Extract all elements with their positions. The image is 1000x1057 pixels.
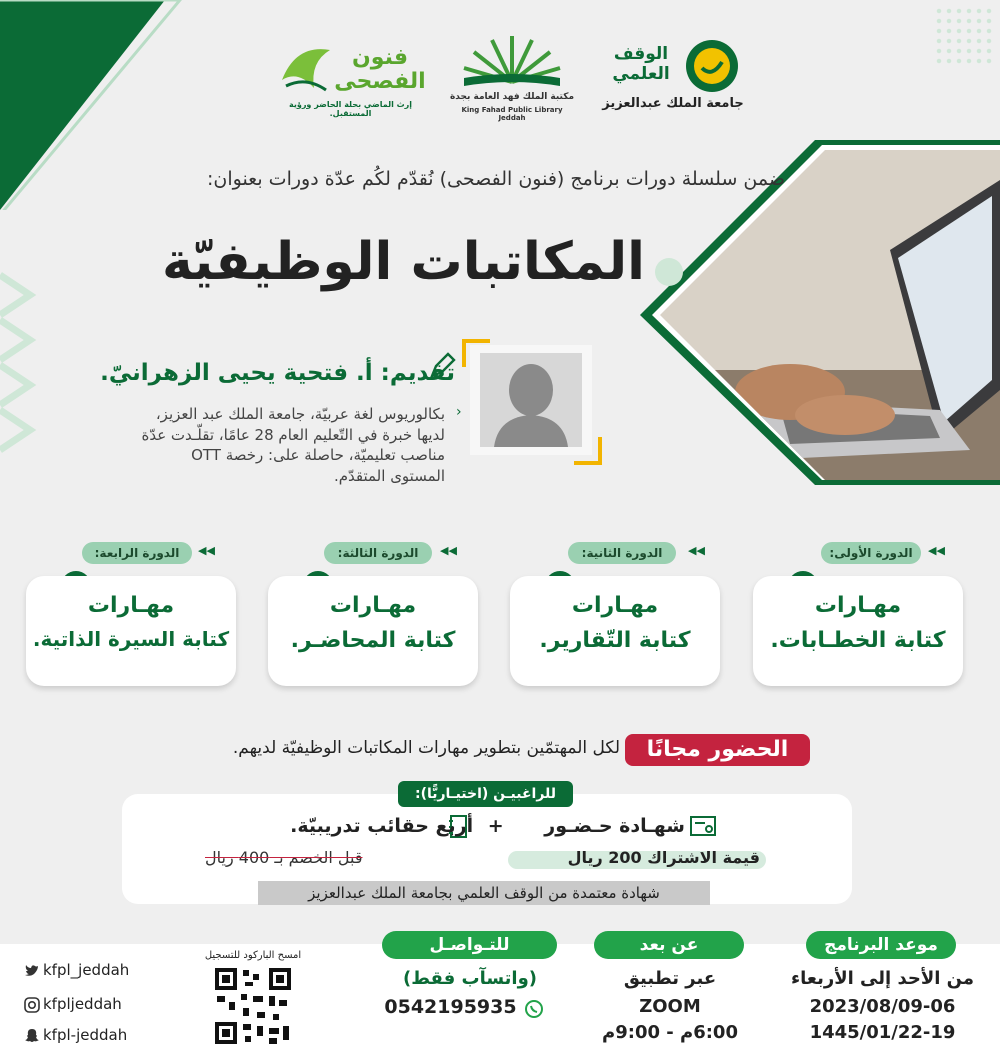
accreditation-note: شهادة معتمدة من الوقف العلمي بجامعة الملك عبدالعزيز [258,881,710,905]
title-bullet [655,258,683,286]
intro-text: ضمن سلسلة دورات برنامج (فنون الفصحى) نُقدّم لكُم عدّة دورات بعنوان: [207,168,785,190]
double-chevron-icon: ◀◀ [440,544,457,557]
book-sunburst-icon [456,30,568,88]
course-tag: الدورة الثالثة: [324,542,432,564]
funoon-logo [268,36,433,116]
remote-time: 6:00م - 9:00م [602,1022,738,1043]
instagram-handle[interactable]: kfpljeddah [43,995,122,1013]
plus-sign: + [487,815,504,837]
twitter-icon [24,964,40,978]
remote-app: عبر تطبيق [623,968,717,989]
page-title: المكاتبات الوظيفيّة [162,232,645,292]
footer [0,935,1000,1057]
funoon-tagline: إرث الماضي بحلة الحاضر ورؤية المستقبل. [289,100,412,118]
corner-triangle-outline [0,0,210,210]
fusha-emblem-icon [276,40,336,96]
qr-label: امسح الباركود للتسجيل [204,950,302,961]
waqf-name: الوقف العلمي [612,44,670,84]
remote-pill: عن بعد [594,931,744,959]
contact-pill: للتـواصـل [382,931,557,959]
old-price: قبل الخصم بـ 400 ريال [205,848,363,867]
certificate-text: شهـادة حـضـور [544,815,685,837]
whatsapp-icon [524,999,544,1019]
course-card-4 [26,542,271,702]
optional-label: للراغبيـن (اختيـاريًّا): [398,781,573,807]
snapchat-handle[interactable]: kfpl-jeddah [43,1026,128,1044]
chevron-pattern [0,265,40,455]
waqf-emblem-icon [684,38,740,94]
snapchat-icon [24,1028,40,1044]
course-card-2 [510,542,755,702]
frame-corner-icon [572,435,602,465]
contact-note: (واتسآب فقط) [402,968,537,989]
double-chevron-icon: ◀◀ [688,544,705,557]
schedule-date-hijri: 1445/01/22-19 [809,1022,956,1043]
course-line2: كتابة المحاضـر. [290,628,456,653]
instagram-icon [24,997,40,1013]
course-card-1 [753,542,998,702]
certificate-line [250,815,685,841]
subscription-price: قيمة الاشتراك 200 ريال [567,848,760,867]
university-name: جامعة الملك عبدالعزيز [602,96,744,111]
course-tag: الدورة الرابعة: [82,542,192,564]
schedule-days: من الأحد إلى الأربعاء [790,968,975,989]
certificate-icon [690,816,716,838]
laptop-photo [640,140,1000,485]
qr-code[interactable] [213,966,293,1046]
course-tag: الدورة الأولى: [821,542,921,564]
frame-corner-icon [462,339,492,369]
funoon-title: فنون الفصحى [334,45,426,95]
remote-zoom: ZOOM [639,996,701,1017]
course-card-3 [268,542,513,702]
dot-pattern [934,6,994,66]
bio-chevron-icon: › [456,404,462,420]
bags-text: أربع حقائب تدريبيّة. [290,815,474,837]
course-line1: مهـارات [87,593,175,618]
free-badge: الحضور مجانًا [625,734,810,766]
library-name-en: King Fahad Public Library Jeddah [461,106,563,122]
course-line1: مهـارات [814,593,902,618]
course-line2: كتابة الخطـابات. [770,628,946,653]
contact-phone[interactable]: 0542195935 [384,996,517,1018]
presenter-bio: بكالوريوس لغة عربيّة، جامعة الملك عبد العزيز، لديها خبرة في التّعليم العام 28 عامًا، تقلّـدت عدّة مناصب تعليميّة، حاصلة على: رخصة OTT المستوى المتقدّم. [141,405,445,486]
course-line1: مهـارات [329,593,417,618]
waqf-logo [598,38,748,118]
library-name-ar: مكتبة الملك فهد العامة بجدة [449,92,575,102]
library-logo [448,30,576,122]
double-chevron-icon: ◀◀ [928,544,945,557]
course-line2: كتابة السيرة الذاتية. [32,627,230,651]
double-chevron-icon: ◀◀ [198,544,215,557]
contact-phone-row [378,996,568,1022]
schedule-pill: موعد البرنامج [806,931,956,959]
schedule-date-greg: 2023/08/09-06 [809,996,956,1017]
free-description: لكل المهتمّين بتطوير مهارات المكاتبات الوظيفيّة لديهم. [232,738,620,758]
course-tag: الدورة الثانية: [568,542,676,564]
course-line1: مهـارات [571,593,659,618]
presenter-photo [470,345,592,455]
presenter-name: تقديم: أ. فتحية يحيى الزهرانيّ. [100,360,455,386]
course-line2: كتابة التّقارير. [539,628,691,653]
twitter-handle[interactable]: kfpl_jeddah [43,961,130,979]
